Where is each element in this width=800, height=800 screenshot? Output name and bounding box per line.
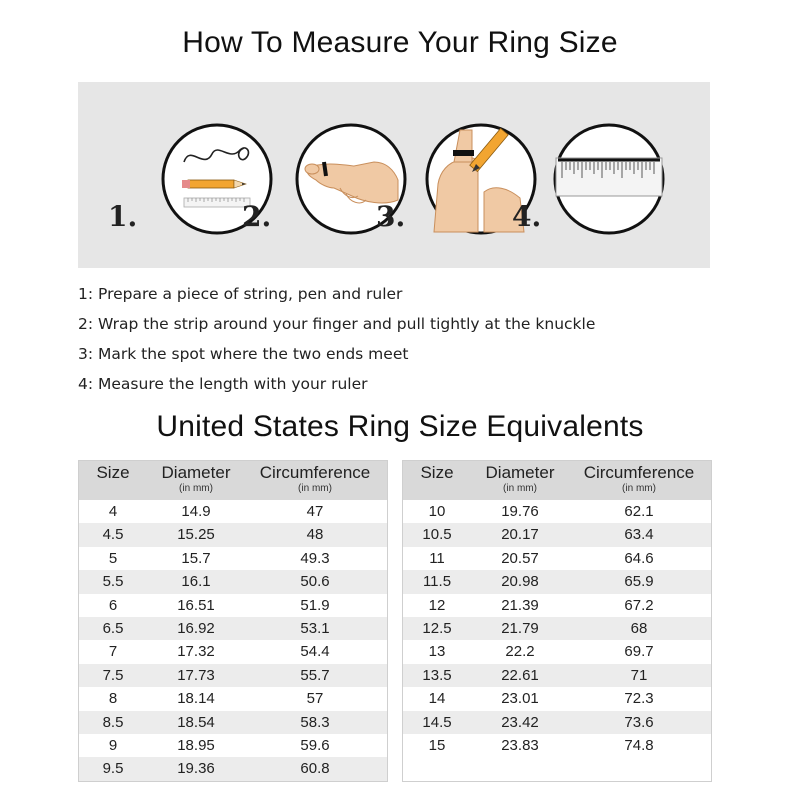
table-row (78, 757, 388, 780)
size-cell: 9.5 (102, 760, 124, 778)
diameter-cell: 15.7 (181, 549, 211, 567)
col-diameter-label: Diameter (161, 463, 231, 482)
circumference-cell: 59.6 (300, 736, 330, 754)
table-row (78, 734, 388, 757)
size-cell: 6 (108, 596, 118, 614)
table-row (78, 640, 388, 663)
size-cell: 13 (428, 643, 446, 661)
size-cell: 10 (428, 503, 446, 520)
circumference-cell: 54.4 (300, 643, 330, 661)
diameter-cell: 15.25 (177, 526, 215, 544)
instruction-2: 2: Wrap the strip around your finger and pull tightly at the knuckle (78, 315, 596, 333)
step-number: 2. (242, 200, 272, 233)
table-row (402, 570, 712, 593)
table-row (78, 594, 388, 617)
diameter-cell: 22.2 (505, 643, 535, 661)
ruler-measure-icon (552, 122, 666, 236)
col-circumference-unit: (in mm) (298, 483, 332, 494)
size-cell: 9 (108, 736, 118, 754)
size-cell: 12 (428, 596, 446, 614)
table-row (402, 664, 712, 687)
table-row (78, 500, 388, 523)
table-row (402, 734, 712, 757)
size-cell: 6.5 (102, 619, 124, 637)
circumference-cell: 67.2 (624, 596, 654, 614)
col-circumference (250, 463, 380, 494)
size-table-left (78, 460, 388, 782)
steps-illustration-panel (78, 82, 710, 268)
size-cell: 4.5 (102, 526, 124, 544)
col-circumference-label: Circumference (259, 463, 371, 482)
col-diameter-unit: (in mm) (503, 483, 537, 494)
circumference-cell: 53.1 (300, 619, 330, 637)
size-cell: 13.5 (422, 666, 452, 684)
table-row (402, 500, 712, 523)
col-circumference-label: Circumference (583, 463, 695, 482)
instruction-4: 4: Measure the length with your ruler (78, 375, 368, 393)
diameter-cell: 14.9 (181, 503, 211, 520)
circumference-cell: 57 (306, 690, 324, 708)
size-cell: 10.5 (422, 526, 452, 544)
table-row (402, 617, 712, 640)
step-number: 1. (108, 200, 138, 233)
circumference-cell: 69.7 (624, 643, 654, 661)
size-cell: 7 (108, 643, 118, 661)
col-size: Size (96, 463, 130, 482)
size-cell: 4 (108, 503, 118, 520)
col-diameter (146, 463, 246, 494)
diameter-cell: 19.76 (501, 503, 539, 520)
table-row (402, 594, 712, 617)
size-table-right (402, 460, 712, 782)
table-body (78, 500, 388, 781)
table-row (78, 664, 388, 687)
table-row (78, 547, 388, 570)
diameter-cell: 20.98 (501, 573, 539, 591)
step-1 (104, 122, 264, 242)
circumference-cell: 62.1 (624, 503, 654, 520)
size-cell: 11 (429, 549, 445, 567)
diameter-cell: 18.54 (177, 713, 215, 731)
diameter-cell: 16.51 (177, 596, 215, 614)
circumference-cell: 73.6 (624, 713, 654, 731)
size-cell: 5.5 (102, 573, 124, 591)
diameter-cell: 23.83 (501, 736, 539, 754)
circumference-cell: 68 (630, 619, 648, 637)
size-cell: 8.5 (102, 713, 124, 731)
circumference-cell: 71 (630, 666, 648, 684)
diameter-cell: 18.14 (177, 690, 215, 708)
size-cell: 8 (108, 690, 118, 708)
circumference-cell: 63.4 (624, 526, 654, 544)
page-title: How To Measure Your Ring Size (182, 26, 618, 59)
diameter-cell: 20.17 (501, 526, 539, 544)
circumference-cell: 58.3 (300, 713, 330, 731)
table-row (402, 711, 712, 734)
diameter-cell: 21.39 (501, 596, 539, 614)
table-header (78, 460, 388, 500)
diameter-cell: 16.1 (181, 573, 211, 591)
circumference-cell: 65.9 (624, 573, 654, 591)
diameter-cell: 19.36 (177, 760, 215, 778)
circumference-cell: 64.6 (624, 549, 654, 567)
col-diameter (470, 463, 570, 494)
diameter-cell: 17.73 (177, 666, 215, 684)
table-row (402, 547, 712, 570)
circumference-cell: 60.8 (300, 760, 330, 778)
circumference-cell: 74.8 (624, 736, 654, 754)
table-title: United States Ring Size Equivalents (156, 410, 644, 443)
diameter-cell: 23.42 (501, 713, 539, 731)
size-cell: 12.5 (422, 619, 452, 637)
col-diameter-label: Diameter (485, 463, 555, 482)
table-row (78, 617, 388, 640)
diameter-cell: 17.32 (177, 643, 215, 661)
table-row (78, 570, 388, 593)
table-row (78, 523, 388, 546)
table-row (402, 687, 712, 710)
table-header (402, 460, 712, 500)
circumference-cell: 47 (306, 503, 324, 520)
size-cell: 7.5 (102, 666, 124, 684)
table-row (402, 523, 712, 546)
table-row (402, 640, 712, 663)
instruction-3: 3: Mark the spot where the two ends meet (78, 345, 409, 363)
diameter-cell: 16.92 (177, 619, 215, 637)
col-circumference-unit: (in mm) (622, 483, 656, 494)
circumference-cell: 51.9 (300, 596, 330, 614)
diameter-cell: 22.61 (501, 666, 539, 684)
size-cell: 14.5 (422, 713, 452, 731)
circumference-cell: 55.7 (300, 666, 330, 684)
col-circumference (574, 463, 704, 494)
diameter-cell: 23.01 (501, 690, 539, 708)
diameter-cell: 18.95 (177, 736, 215, 754)
col-size: Size (420, 463, 454, 482)
table-body (402, 500, 712, 757)
size-cell: 11.5 (422, 573, 452, 591)
circumference-cell: 50.6 (300, 573, 330, 591)
circumference-cell: 72.3 (624, 690, 654, 708)
size-cell: 15 (428, 736, 446, 754)
circumference-cell: 49.3 (300, 549, 330, 567)
size-cell: 14 (428, 690, 446, 708)
diameter-cell: 21.79 (501, 619, 539, 637)
diameter-cell: 20.57 (501, 549, 539, 567)
table-row (78, 711, 388, 734)
size-cell: 5 (108, 549, 118, 567)
table-row (78, 687, 388, 710)
step-number: 3. (376, 200, 406, 233)
step-number: 4. (512, 200, 542, 233)
step-4 (512, 122, 676, 242)
col-diameter-unit: (in mm) (179, 483, 213, 494)
circumference-cell: 48 (306, 526, 324, 544)
instruction-1: 1: Prepare a piece of string, pen and ruler (78, 285, 403, 303)
